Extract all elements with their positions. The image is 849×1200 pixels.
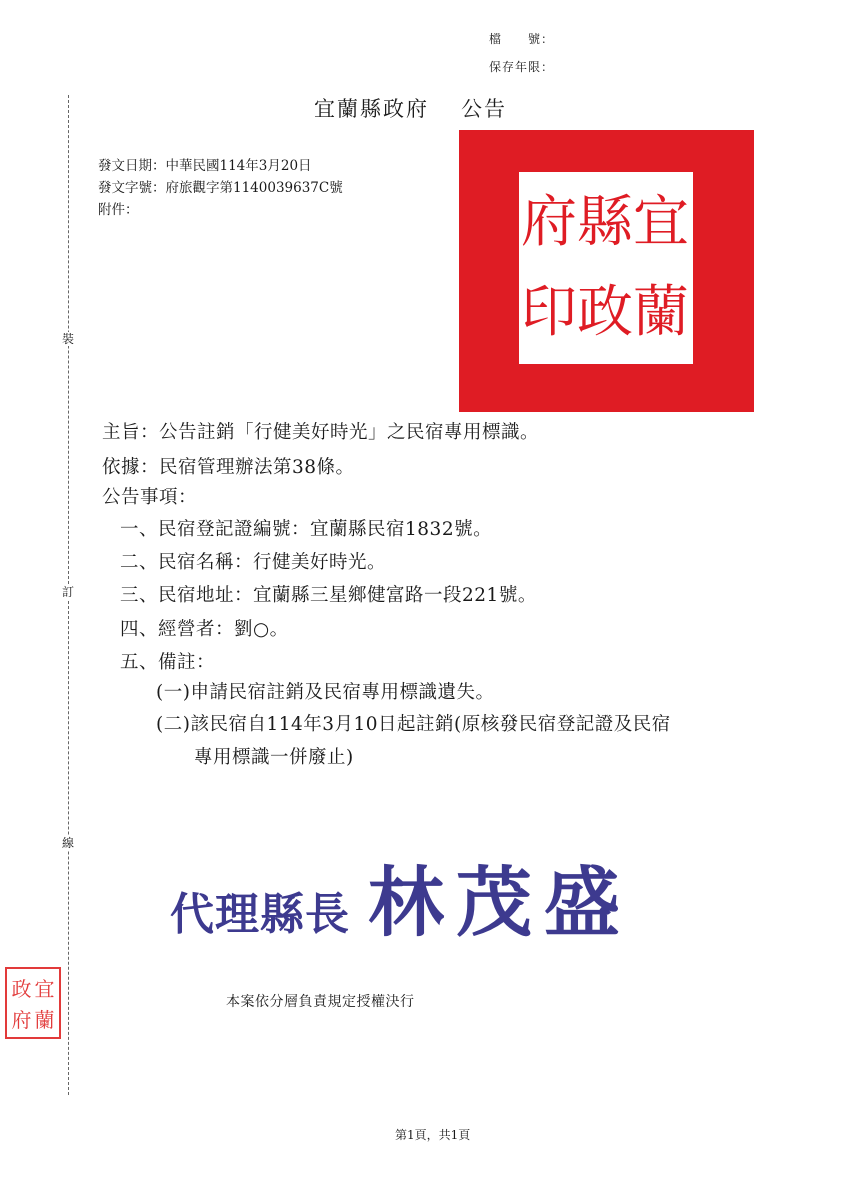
reference-number-label: 發文字號： [98,180,166,196]
list-item [120,651,215,675]
signature-title: 代理縣長 [170,889,350,940]
margin-seal-char-4: 府 [11,1008,32,1032]
note-text: 該民宿自114年3月10日起註銷(原核發民宿登記證及民宿 [190,714,671,735]
note-item [156,713,671,737]
seal-char-2: 蘭 [633,280,689,345]
official-seal-frame [515,168,697,368]
document-type: 公告 [461,97,507,121]
item-text: 經營者：劉○。 [158,619,289,640]
note-number: (二) [156,714,191,735]
item-text: 民宿名稱：行健美好時光。 [158,552,387,573]
seal-char-1: 宜 [633,190,689,255]
seal-char-5: 府 [521,190,577,255]
signature-name: 林茂盛 [368,858,632,947]
page-number: 第1頁，共1頁 [395,1128,471,1142]
item-number: 三、 [120,585,159,606]
margin-seal-char-1: 宜 [34,977,55,1001]
official-seal [459,130,754,412]
margin-seal-characters [10,972,56,1034]
note-continuation: 專用標識一併廢止) [194,747,354,768]
file-number-label: 檔 號： [489,32,555,46]
item-number: 一、 [120,519,159,540]
issue-date-row [98,155,312,177]
margin-seal [5,967,61,1039]
binding-char-staple: 訂 [58,585,78,599]
document-title [314,93,507,123]
subject-label: 主旨： [102,422,160,443]
note-text: 申請民宿註銷及民宿專用標識遺失。 [190,682,495,703]
attachment-label: 附件： [98,202,139,218]
item-text: 民宿登記證編號：宜蘭縣民宿1832號。 [158,519,493,540]
official-seal-characters [523,178,689,358]
margin-seal-char-2: 蘭 [34,1008,55,1032]
retention-period-label: 保存年限： [489,60,555,74]
reference-number-value: 府旅觀字第1140039637C號 [165,180,343,196]
list-item [120,551,386,575]
note-item [156,681,494,705]
item-number: 五、 [120,652,159,673]
list-item [120,518,492,542]
margin-seal-char-3: 政 [11,977,32,1001]
issue-date-value: 中華民國114年3月20日 [165,158,312,174]
basis-text: 民宿管理辦法第38條。 [159,457,355,478]
seal-char-3: 縣 [577,190,633,255]
item-text: 民宿地址：宜蘭縣三星鄉健富路一段221號。 [158,585,537,606]
authority-note: 本案依分層負責規定授權決行 [226,994,415,1010]
note-number: (一) [156,682,191,703]
seal-char-6: 印 [521,280,577,345]
items-heading: 公告事項： [102,487,198,508]
basis-line [102,456,355,480]
binding-char-line: 線 [58,836,78,850]
subject-text: 公告註銷「行健美好時光」之民宿專用標識。 [159,422,540,443]
agency-name: 宜蘭縣政府 [314,97,429,121]
list-item [120,584,537,608]
issue-date-label: 發文日期： [98,158,166,174]
seal-char-4: 政 [577,280,633,345]
item-number: 二、 [120,552,159,573]
list-item [120,618,289,642]
item-number: 四、 [120,619,159,640]
basis-label: 依據： [102,457,160,478]
binding-char-bind: 裝 [58,332,78,346]
reference-number-row [98,177,343,199]
subject-line [102,421,539,445]
item-text: 備註： [158,652,216,673]
signature-stamp [170,842,632,951]
